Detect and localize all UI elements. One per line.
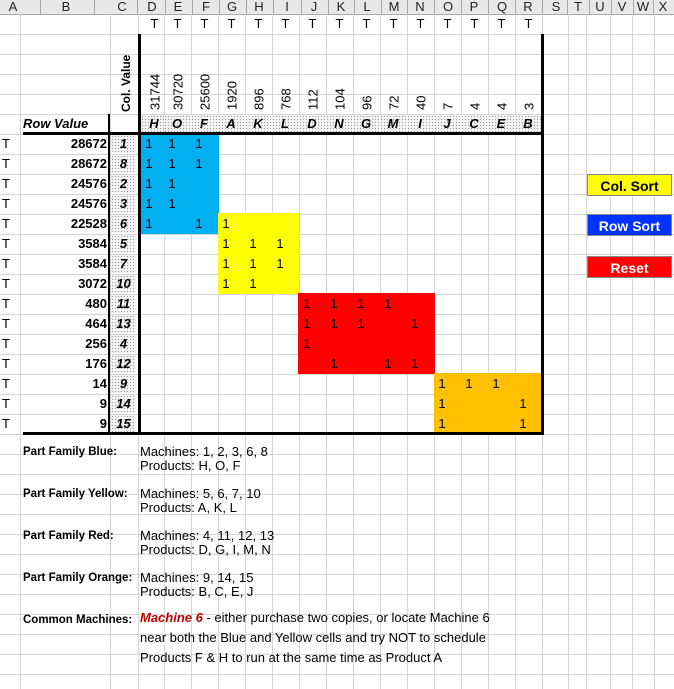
family-yellow-products: Products: A, K, L: [140, 500, 237, 515]
t-marker-col: T: [200, 16, 209, 31]
row-value: 14: [92, 376, 107, 391]
column-value-text: 768: [278, 88, 294, 110]
column-header-f[interactable]: F: [202, 0, 210, 14]
column-header-separator: [246, 0, 247, 14]
column-value-text: 7: [440, 102, 456, 110]
column-value-text: 3: [521, 102, 537, 110]
column-header-separator: [328, 0, 329, 14]
t-marker-row: T: [2, 196, 10, 211]
incidence-cell: 1: [276, 256, 284, 271]
machine-code-7: 7: [111, 255, 136, 273]
product-code-l: L: [272, 115, 298, 132]
product-code-h: H: [141, 115, 167, 132]
matrix-border-right: [541, 34, 544, 435]
column-value-text: 25600: [197, 73, 213, 110]
row-sort-button[interactable]: Row Sort: [587, 214, 672, 236]
column-header-separator: [434, 0, 435, 14]
t-marker-row: T: [2, 416, 10, 431]
t-marker-col: T: [150, 16, 159, 31]
t-marker-col: T: [335, 16, 344, 31]
t-marker-row: T: [2, 296, 10, 311]
column-header-separator: [94, 0, 95, 14]
t-marker-row: T: [2, 156, 10, 171]
t-marker-row: T: [2, 396, 10, 411]
row-value: 28672: [70, 156, 107, 171]
gridline-v: [586, 14, 587, 689]
t-marker-col: T: [173, 16, 182, 31]
row-value: 176: [85, 356, 107, 371]
common-machines-line1: - either purchase two copies, or locate Machine 6: [202, 610, 490, 625]
incidence-cell: 1: [222, 236, 230, 251]
family-blue-machines: Machines: 1, 2, 3, 6, 8: [140, 444, 268, 459]
row-value: 3072: [78, 276, 107, 291]
t-marker-row: T: [2, 356, 10, 371]
t-marker-col: T: [308, 16, 317, 31]
family-blue-label: Part Family Blue:: [23, 446, 117, 458]
machine-code-9: 9: [111, 375, 136, 393]
column-value-text: 4: [467, 102, 483, 110]
machine-code-13: 13: [111, 315, 136, 333]
machine-code-15: 15: [111, 415, 136, 433]
row-value: 24576: [70, 196, 107, 211]
t-marker-col: T: [389, 16, 398, 31]
column-header-separator: [589, 0, 590, 14]
column-header-t[interactable]: T: [574, 0, 582, 14]
gridline-h: [0, 594, 674, 595]
column-header-separator: [40, 0, 41, 14]
column-header-v[interactable]: V: [617, 0, 627, 14]
column-value: [519, 34, 539, 112]
column-header-a[interactable]: A: [8, 0, 18, 14]
gridline-h: [0, 514, 674, 515]
column-header-j[interactable]: J: [310, 0, 318, 14]
column-value-text: 31744: [147, 73, 163, 110]
row-value: 24576: [70, 176, 107, 191]
product-code-m: M: [380, 115, 406, 132]
t-marker-col: T: [497, 16, 506, 31]
product-code-f: F: [191, 115, 217, 132]
column-header-separator: [461, 0, 462, 14]
column-value: [465, 34, 485, 112]
machine-code-4: 4: [111, 335, 136, 353]
incidence-cell: 1: [384, 296, 392, 311]
column-header-s[interactable]: S: [551, 0, 561, 14]
row-value: 464: [85, 316, 107, 331]
column-header-e[interactable]: E: [173, 0, 183, 14]
machine-code-1: 1: [111, 135, 136, 153]
t-marker-col: T: [362, 16, 371, 31]
column-value: [249, 34, 269, 112]
incidence-cell: 1: [357, 296, 365, 311]
common-machines-line3: Products F & H to run at the same time as Product A: [140, 650, 443, 665]
incidence-cell: 1: [168, 176, 176, 191]
column-value-text: 112: [305, 89, 321, 110]
t-marker-col: T: [254, 16, 263, 31]
incidence-cell: 1: [145, 136, 153, 151]
family-orange-machines: Machines: 9, 14, 15: [140, 570, 254, 585]
gridline-v: [654, 14, 655, 689]
incidence-cell: 1: [195, 136, 203, 151]
column-header-separator: [381, 0, 382, 14]
gridline-h: [0, 674, 674, 675]
t-marker-row: T: [2, 276, 10, 291]
row-value-label: Row Value: [23, 116, 89, 131]
row-value: 28672: [70, 136, 107, 151]
product-code-o: O: [164, 115, 190, 132]
machine-code-10: 10: [111, 275, 136, 293]
row-value: 480: [85, 296, 107, 311]
column-header-separator: [137, 0, 138, 14]
product-code-c: C: [461, 115, 487, 132]
column-header-l[interactable]: L: [363, 0, 371, 14]
column-header-o[interactable]: O: [442, 0, 454, 14]
incidence-cell: 1: [303, 336, 311, 351]
machine-code-14: 14: [111, 395, 136, 413]
incidence-cell: 1: [195, 156, 203, 171]
family-yellow-label: Part Family Yellow:: [23, 488, 128, 500]
family-blue-products: Products: H, O, F: [140, 458, 241, 473]
reset-button[interactable]: Reset: [587, 256, 672, 278]
incidence-cell: 1: [222, 256, 230, 271]
col-value-label-text: Col. Value: [119, 54, 133, 112]
column-header-p[interactable]: P: [469, 0, 479, 14]
product-code-i: I: [407, 115, 433, 132]
column-header-m[interactable]: M: [388, 0, 400, 14]
incidence-cell: 1: [276, 236, 284, 251]
column-value: [438, 34, 458, 112]
incidence-cell: 1: [465, 376, 473, 391]
incidence-cell: 1: [249, 236, 257, 251]
incidence-cell: 1: [222, 216, 230, 231]
col-sort-button[interactable]: Col. Sort: [587, 174, 672, 196]
row-value: 9: [99, 396, 107, 411]
gridline-v: [610, 14, 611, 689]
incidence-cell: 1: [411, 316, 419, 331]
column-value: [195, 34, 215, 112]
column-value-text: 896: [251, 88, 267, 110]
product-code-k: K: [245, 115, 271, 132]
family-orange-label: Part Family Orange:: [23, 572, 133, 584]
common-machines-label: Common Machines:: [23, 614, 133, 626]
column-header-separator: [633, 0, 634, 14]
t-marker-row: T: [2, 256, 10, 271]
incidence-cell: 1: [519, 396, 527, 411]
incidence-cell: 1: [249, 276, 257, 291]
machine-code-5: 5: [111, 235, 136, 253]
row-value: 3584: [78, 256, 107, 271]
gridline-v: [568, 14, 569, 689]
incidence-cell: 1: [330, 356, 338, 371]
incidence-cell: 1: [384, 356, 392, 371]
t-marker-col: T: [443, 16, 452, 31]
product-code-a: A: [218, 115, 244, 132]
family-red-label: Part Family Red:: [23, 530, 114, 542]
column-header-b[interactable]: B: [61, 0, 71, 14]
column-header-i[interactable]: I: [285, 0, 289, 14]
product-code-e: E: [488, 115, 514, 132]
incidence-cell: 1: [357, 316, 365, 331]
column-value: [357, 34, 377, 112]
column-value-text: 1920: [224, 81, 240, 110]
incidence-cell: 1: [438, 376, 446, 391]
incidence-cell: 1: [145, 176, 153, 191]
gridline-v: [20, 14, 21, 689]
column-header-separator: [407, 0, 408, 14]
column-value-text: 4: [494, 102, 510, 110]
t-marker-row: T: [2, 136, 10, 151]
incidence-cell: 1: [330, 316, 338, 331]
column-header-d[interactable]: D: [147, 0, 157, 14]
t-marker-row: T: [2, 316, 10, 331]
product-code-n: N: [326, 115, 352, 132]
column-value: [222, 34, 242, 112]
column-value-text: 40: [413, 95, 429, 110]
column-header-separator: [165, 0, 166, 14]
incidence-cell: 1: [145, 216, 153, 231]
incidence-cell: 1: [492, 376, 500, 391]
common-machines-line2: near both the Blue and Yellow cells and try NOT to schedule: [140, 630, 486, 645]
incidence-cell: 1: [303, 296, 311, 311]
column-header-separator: [192, 0, 193, 14]
column-header-separator: [301, 0, 302, 14]
gridline-v: [632, 14, 633, 689]
row-value: 22528: [70, 216, 107, 231]
t-marker-row: T: [2, 176, 10, 191]
common-machines-highlight: Machine 6: [140, 610, 203, 625]
column-header-r[interactable]: R: [523, 0, 533, 14]
matrix-border-top: [23, 132, 544, 135]
column-header-separator: [567, 0, 568, 14]
column-value: [330, 34, 350, 112]
product-code-b: B: [515, 115, 541, 132]
incidence-cell: 1: [168, 156, 176, 171]
column-value: [168, 34, 188, 112]
column-value-text: 72: [386, 95, 402, 110]
column-header-x[interactable]: X: [658, 0, 668, 14]
product-code-g: G: [353, 115, 379, 132]
col-value-label: [116, 34, 136, 114]
incidence-cell: 1: [303, 316, 311, 331]
family-yellow-machines: Machines: 5, 6, 7, 10: [140, 486, 261, 501]
t-marker-col: T: [524, 16, 533, 31]
t-marker-col: T: [470, 16, 479, 31]
gridline-h: [0, 474, 674, 475]
machine-code-11: 11: [111, 295, 136, 313]
machine-code-6: 6: [111, 215, 136, 233]
t-marker-col: T: [416, 16, 425, 31]
t-marker-row: T: [2, 236, 10, 251]
column-header-separator: [273, 0, 274, 14]
machine-code-3: 3: [111, 195, 136, 213]
column-value-text: 104: [332, 88, 348, 110]
machine-code-2: 2: [111, 175, 136, 193]
gridline-h: [0, 554, 674, 555]
column-header-separator: [515, 0, 516, 14]
column-header-k[interactable]: K: [336, 0, 346, 14]
column-value: [303, 34, 323, 112]
incidence-cell: 1: [168, 196, 176, 211]
matrix-border-left: [138, 34, 141, 435]
column-value-text: 96: [359, 95, 375, 110]
incidence-cell: 1: [411, 356, 419, 371]
column-header-n[interactable]: N: [415, 0, 425, 14]
row-value: 3584: [78, 236, 107, 251]
t-marker-col: T: [227, 16, 236, 31]
family-orange-products: Products: B, C, E, J: [140, 584, 254, 599]
t-marker-row: T: [2, 376, 10, 391]
matrix-border-bottom: [23, 432, 544, 435]
incidence-cell: 1: [330, 296, 338, 311]
column-value: [411, 34, 431, 112]
row-value: 9: [99, 416, 107, 431]
product-code-j: J: [434, 115, 460, 132]
column-value: [384, 34, 404, 112]
column-header-g[interactable]: G: [226, 0, 238, 14]
common-machines-text: [140, 608, 540, 668]
column-header-separator: [354, 0, 355, 14]
t-marker-row: T: [2, 336, 10, 351]
column-header-h[interactable]: H: [254, 0, 264, 14]
family-red-machines: Machines: 4, 11, 12, 13: [140, 528, 275, 543]
column-header-c[interactable]: C: [117, 0, 127, 14]
incidence-cell: 1: [145, 196, 153, 211]
machine-code-8: 8: [111, 155, 136, 173]
t-marker-col: T: [281, 16, 290, 31]
incidence-cell: 1: [145, 156, 153, 171]
column-header-separator: [611, 0, 612, 14]
column-header-w[interactable]: W: [636, 0, 650, 14]
incidence-cell: 1: [168, 136, 176, 151]
column-header-q[interactable]: Q: [496, 0, 508, 14]
column-header-separator: [653, 0, 654, 14]
incidence-cell: 1: [438, 416, 446, 431]
column-value: [145, 34, 165, 112]
column-header-separator: [542, 0, 543, 14]
incidence-cell: 1: [222, 276, 230, 291]
machine-code-12: 12: [111, 355, 136, 373]
incidence-cell: 1: [195, 216, 203, 231]
column-header-separator: [219, 0, 220, 14]
row-value-divider: [108, 114, 110, 435]
incidence-cell: 1: [249, 256, 257, 271]
incidence-cell: 1: [438, 396, 446, 411]
column-value-text: 30720: [170, 73, 186, 110]
column-header-u[interactable]: U: [595, 0, 605, 14]
column-header-separator: [488, 0, 489, 14]
row-value: 256: [85, 336, 107, 351]
column-value: [276, 34, 296, 112]
incidence-cell: 1: [519, 416, 527, 431]
t-marker-row: T: [2, 216, 10, 231]
product-code-d: D: [299, 115, 325, 132]
column-value: [492, 34, 512, 112]
family-red-products: Products: D, G, I, M, N: [140, 542, 271, 557]
